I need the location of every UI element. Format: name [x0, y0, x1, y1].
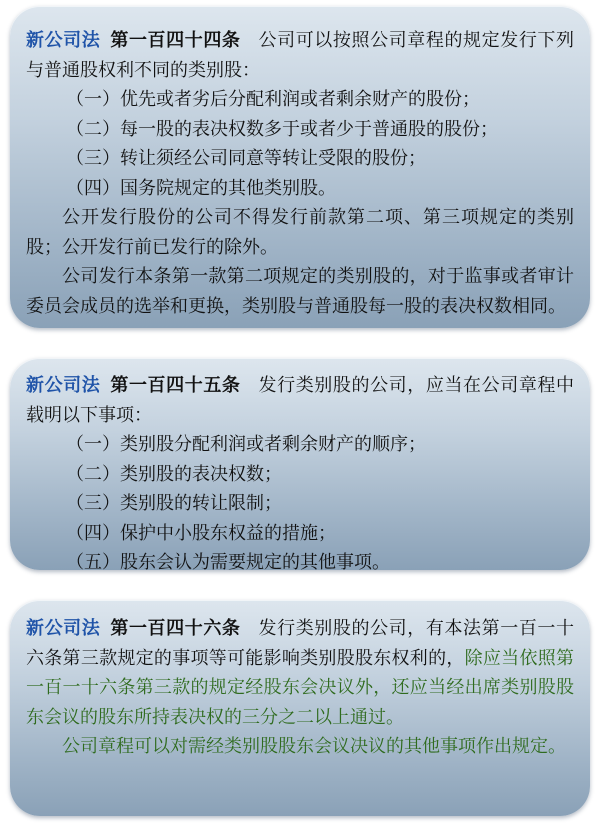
- list-item: （四）国务院规定的其他类别股。: [66, 177, 336, 199]
- list-item: （四）保护中小股东权益的措施；: [66, 522, 336, 544]
- article-number: 第一百四十五条: [110, 375, 241, 396]
- article-intro-text: 发行类别股的公司，有本法第一百一十六条第三款规定的事项等可能影响类别股股东权利的，: [26, 618, 575, 669]
- highlighted-text: 除应当依照第一百一十六条第三款的规定经股东会决议外，还应当经出席类别股股东会议的股东所持表决权的三分之二以上通过。: [26, 647, 575, 728]
- article-144-intro: [26, 26, 574, 85]
- list-item: （一）类别股分配利润或者剩余财产的顺序；: [66, 434, 426, 455]
- law-name-label: 新公司法: [26, 618, 101, 639]
- article-intro-text: 公司可以按照公司章程的规定发行下列与普通股权利不同的类别股：: [26, 30, 575, 81]
- article-paragraph: 公开发行股份的公司不得发行前款第二项、第三项规定的类别股；公开发行前已发行的除外。: [26, 207, 574, 258]
- article-144-card: [10, 6, 590, 328]
- article-145-intro: [26, 371, 574, 430]
- article-146-intro: [26, 614, 574, 732]
- article-number: 第一百四十四条: [110, 30, 241, 51]
- article-paragraph: 公司发行本条第一款第二项规定的类别股的，对于监事或者审计委员会成员的选举和更换，类别股与普通股每一股的表决权数相同。: [26, 266, 574, 317]
- article-145-card: [10, 358, 590, 570]
- article-146-card: [10, 600, 590, 816]
- article-intro-text: 发行类别股的公司，应当在公司章程中载明以下事项：: [26, 375, 575, 426]
- list-item: （二）类别股的表决权数；: [66, 463, 282, 485]
- law-name-label: 新公司法: [26, 30, 101, 51]
- article-number: 第一百四十六条: [110, 618, 241, 639]
- list-item: （五）股东会认为需要规定的其他事项。: [66, 552, 390, 570]
- list-item: （一）优先或者劣后分配利润或者剩余财产的股份；: [66, 89, 480, 110]
- list-item: （三）类别股的转让限制；: [66, 493, 282, 514]
- highlighted-paragraph: 公司章程可以对需经类别股股东会议决议的其他事项作出规定。: [62, 736, 566, 757]
- law-name-label: 新公司法: [26, 375, 101, 396]
- list-item: （三）转让须经公司同意等转让受限的股份；: [66, 148, 426, 169]
- list-item: （二）每一股的表决权数多于或者少于普通股的股份；: [66, 118, 498, 140]
